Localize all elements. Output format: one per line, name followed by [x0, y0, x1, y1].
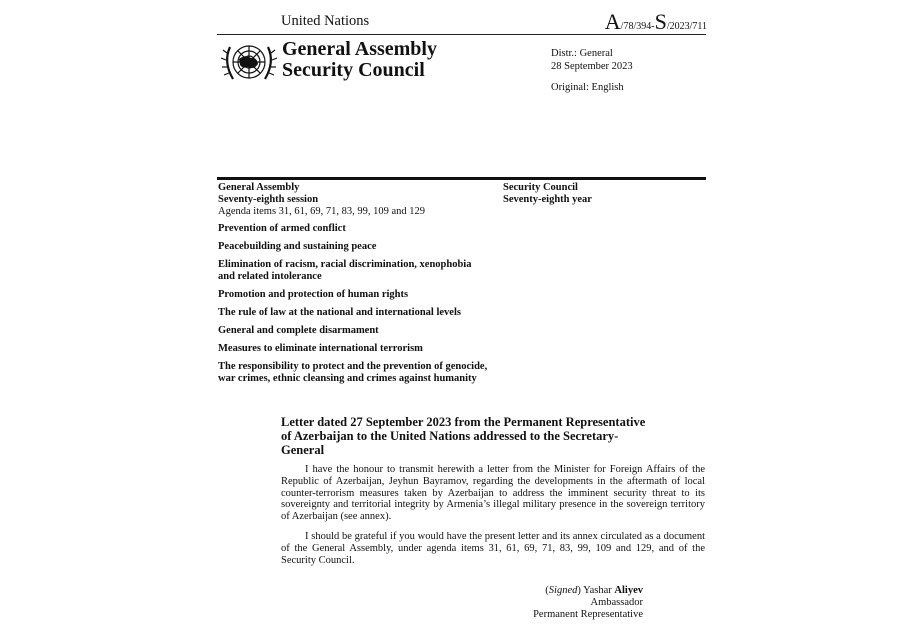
- original-language: Original: English: [551, 82, 624, 93]
- agenda-item: The responsibility to protect and the prevention of genocide, war crimes, ethnic cleansing and crimes against humanity: [218, 361, 488, 384]
- letter-title: Letter dated 27 September 2023 from the Permanent Representative of Azerbaijan to the United Nations addressed to the Secretary-General: [281, 415, 646, 457]
- symbol-sc-number: /2023/711: [666, 21, 707, 32]
- letter-paragraph: I should be grateful if you would have the present letter and its annex circulated as a document of the General Assembly, under agenda items 31, 61, 69, 71, 83, 99, 109 and 129, and of the Security Council.: [281, 531, 705, 566]
- organ-security-council: Security Council: [282, 59, 425, 81]
- distribution: Distr.: General: [551, 48, 613, 59]
- agenda-items-list: [218, 223, 488, 391]
- document-date: 28 September 2023: [551, 61, 633, 72]
- signature-line: (Signed) Yashar Aliyev: [545, 585, 643, 596]
- organ-general-assembly: General Assembly: [282, 38, 437, 60]
- signatory-first-name: Yashar: [583, 585, 612, 596]
- organ-titles: [282, 39, 437, 81]
- distribution-block: [551, 47, 633, 73]
- sc-year: Seventy-eighth year: [503, 194, 592, 205]
- document-symbol: [605, 9, 707, 35]
- sc-title: Security Council: [503, 182, 578, 193]
- agenda-item: Measures to eliminate international terrorism: [218, 343, 423, 354]
- signatory-last-name: Aliyev: [614, 585, 643, 596]
- section-rule: [217, 177, 706, 180]
- letter-paragraph: I have the honour to transmit herewith a letter from the Minister for Foreign Affairs of the Republic of Azerbaijan, Jeyhun Bayramov, regarding the developments in the aftermath of local counter-terrorism measures taken by Azerbaijan to address the imminent security threat to its sovereignty and territorial integrity by Armenia’s illegal military presence in the sovereign territory of Azerbaijan (see annex).: [281, 464, 705, 523]
- symbol-ga-letter: A: [604, 9, 621, 34]
- signatory-title: Ambassador: [590, 597, 643, 608]
- ga-agenda: Agenda items 31, 61, 69, 71, 83, 99, 109 and 129: [218, 206, 426, 217]
- symbol-sc-letter: S: [654, 9, 667, 34]
- ga-session-block: [218, 182, 425, 218]
- symbol-ga-number: /78/394-: [620, 21, 655, 32]
- ga-title: General Assembly: [218, 182, 300, 193]
- signatory-position: Permanent Representative: [533, 609, 643, 620]
- signature-block: [480, 585, 643, 621]
- agenda-item: Prevention of armed conflict: [218, 223, 346, 234]
- header-rule: [217, 34, 706, 35]
- org-label: United Nations: [281, 13, 370, 29]
- agenda-item: Peacebuilding and sustaining peace: [218, 241, 377, 252]
- agenda-item: The rule of law at the national and international levels: [218, 307, 461, 318]
- agenda-item: General and complete disarmament: [218, 325, 379, 336]
- agenda-item: Promotion and protection of human rights: [218, 289, 409, 300]
- un-emblem-icon: [221, 39, 277, 85]
- sc-session-block: [503, 182, 592, 206]
- ga-session: Seventy-eighth session: [218, 194, 319, 205]
- agenda-item: Elimination of racism, racial discrimination, xenophobia and related intolerance: [218, 259, 472, 282]
- signed-label: Signed: [548, 585, 578, 596]
